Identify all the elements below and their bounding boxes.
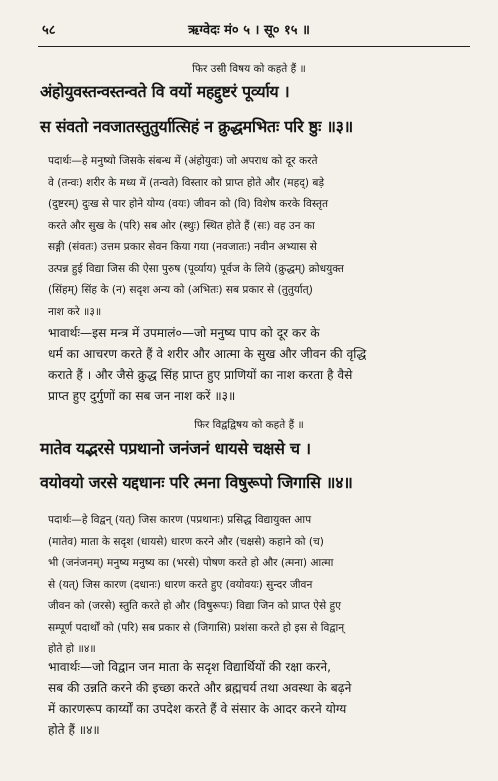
padartha-line: सम्पूर्ण पदार्थों को (परि) सब प्रकार से (जिगासि) प्रशंसा करते हो इस से विद्वान्	[48, 621, 345, 634]
bhavartha-line: भावार्थः—जो विद्वान जन माता के सदृश विद्यार्थियों की रक्षा करने,	[48, 660, 332, 674]
padartha-line: पदार्थः—हे मनुष्यो जिसके संबन्ध में (अंहोयुवः) जो अपराध को दूर करते	[48, 155, 318, 167]
padartha-line: उत्पन्न हुई विद्या जिस की ऐसा पुरुष (पूर्व्याय) पूर्वज के लिये (क्रुद्धम्) क्रोधयुक्त	[48, 262, 344, 275]
section-caption: फिर उसी विषय को कहते हैं ॥	[192, 63, 306, 75]
bhavartha-line: सब की उन्नति करने की इच्छा करते और ब्रह्मचर्य तथा अवस्था के बढ़ने	[48, 681, 352, 695]
mantra-line: वयोवयो जरसे यद्दधानः परि त्मना विषुरूपो जिगासि ॥४॥	[40, 473, 353, 492]
bhavartha-line: कराते हैं । और जैसे क्रुद्ध सिंह प्राप्त हुए प्राणियों का नाश करता है वैसे	[48, 368, 353, 382]
bhavartha-line: धर्म का आचरण करते हैं वे शरीर और आत्मा के सुख और जीवन की वृद्धि	[48, 347, 367, 361]
padartha-line: पदार्थः—हे विद्वन् (यत्) जिस कारण (पप्रथानः) प्रसिद्ध विद्यायुक्त आप	[48, 514, 312, 526]
bhavartha-paragraph	[48, 323, 466, 407]
mantra-line: मातेव यद्भरसे पप्रथानो जनंजनं धायसे चक्षसे च ।	[40, 439, 311, 458]
header-rule	[38, 46, 470, 47]
padartha-line: जीवन को (जरसे) स्तुति करते हो और (विषुरूपः) विद्या जिन को प्राप्त ऐसे हुए	[48, 600, 342, 612]
padartha-line: (दुष्टरम्) दुःख से पार होने योग्य (वयः) जीवन को (वि) विशेष करके विस्तृत	[48, 198, 329, 210]
padartha-line: भी (जनंजनम्) मनुष्य मनुष्य का (भरसे) पोषण करते हो और (त्मना) आत्मा	[48, 557, 334, 569]
padartha-line: होते हो ॥४॥	[48, 643, 96, 655]
padartha-line: (मातेव) माता के सदृश (धायसे) धारण करने और (चक्षसे) कहाने को (च)	[48, 535, 324, 548]
running-title: ऋग्वेदः मं० ५ । सू० १५ ॥	[188, 23, 310, 38]
padartha-line: वे (तन्वः) शरीर के मध्य में (तन्वते) विस्तार को प्राप्त होते और (महद्) बड़े	[48, 176, 325, 189]
padartha-line: नाश करे ॥३॥	[48, 305, 102, 318]
page-header	[0, 12, 498, 44]
mantra-line: अंहोयुवस्तन्वस्तन्वते वि वयों महद्दुष्टरं पूर्व्याय ।	[40, 82, 290, 101]
bhavartha-line: प्राप्त हुए दुर्गुणों का सब जन नाश करें ॥३॥	[48, 389, 236, 403]
padartha-line: से (यत्) जिस कारण (दधानः) धारण करते हुए (वयोवयः) सुन्दर जीवन	[48, 578, 313, 591]
page-number: ५८	[42, 23, 56, 38]
padartha-line: करते और सुख के (परि) सब ओर (स्थुः) स्थित होते हैं (सः) वह उन का	[48, 219, 315, 232]
bhavartha-line: भावार्थः—इस मन्त्र में उपमालं०—जो मनुष्य पाप को दूर कर के	[48, 326, 320, 340]
bhavartha-line: में कारणरूप कार्य्यों का उपदेश करते हैं वे संसार के आदर करने योग्य	[48, 702, 347, 716]
padartha-line: (सिंहम्) सिंह के (न) सदृश अन्य को (अभितः) सब प्रकार से (तुतुर्यात्)	[48, 284, 313, 296]
mantra-line: स संवतो नवजातस्तुतुर्यात्सिहं न क्रुद्धमभितः परि ष्ठुः ॥३॥	[40, 117, 353, 136]
padartha-paragraph	[48, 151, 466, 323]
padartha-paragraph	[48, 510, 466, 661]
bhavartha-line: होते हैं ॥४॥	[48, 723, 100, 737]
section-caption: फिर विद्वद्विषय को कहते हैं ॥	[194, 419, 304, 431]
bhavartha-paragraph	[48, 657, 466, 741]
padartha-line: सङ्गी (संवतः) उत्तम प्रकार सेवन किया गया (नवजातः) नवीन अभ्यास से	[48, 241, 317, 253]
